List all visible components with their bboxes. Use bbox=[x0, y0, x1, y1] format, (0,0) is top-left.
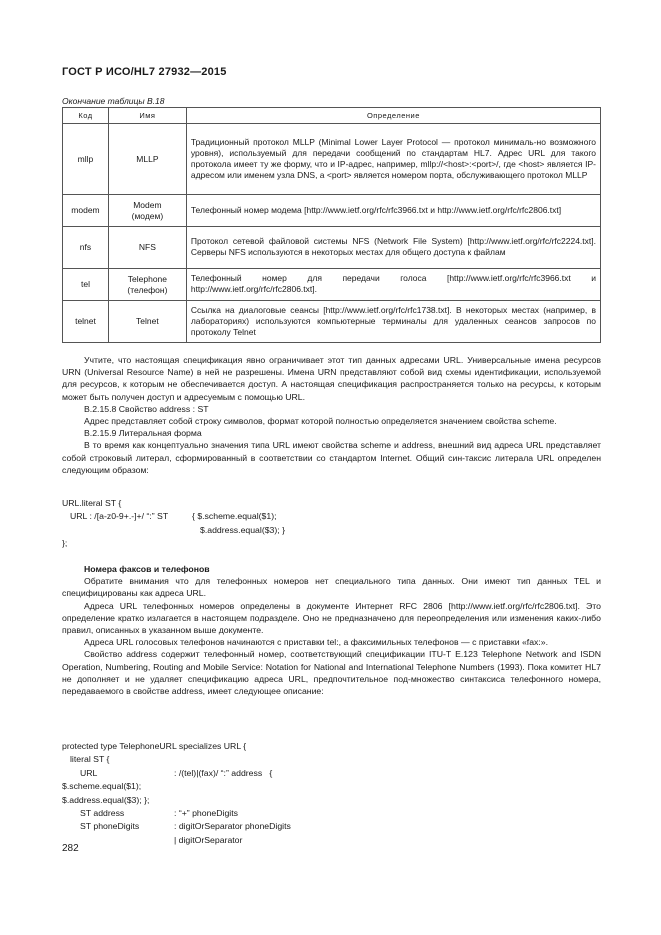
body-text-section-1 bbox=[62, 354, 601, 476]
code-line: { $.scheme.equal($1); bbox=[192, 511, 277, 522]
code-line: : digitOrSeparator phoneDigits bbox=[174, 821, 291, 832]
paragraph: Адреса URL телефонных номеров определены в документе Интернет RFC 2806 [http://www.ietf.org/rfc/rfc2806.txt]. Это определение кратко излагается в настоящем подразделе. Оно не предназначено для переопределения или изменения каких-либо правил, описанных в указанном выше документе. bbox=[62, 600, 601, 636]
code-line: ST address bbox=[80, 807, 125, 818]
row-name bbox=[108, 195, 186, 227]
table-row bbox=[63, 124, 601, 195]
row-code: nfs bbox=[63, 227, 109, 269]
code-line: $.address.equal($3); }; bbox=[62, 794, 150, 805]
body-text-section-2 bbox=[62, 563, 601, 697]
row-name-text: NFS bbox=[138, 242, 156, 252]
table-caption: Окончание таблицы В.18 bbox=[62, 96, 165, 106]
row-definition: Ссылка на диалоговые сеансы [http://www.ietf.org/rfc/rfc1738.txt]. В некоторых местах (например, в лабораториях) используются компьютерные терминалы для удаленных сеансов запросов по протоколу Telnet bbox=[186, 301, 600, 343]
code-line: ST phoneDigits bbox=[80, 821, 140, 832]
table-row bbox=[63, 227, 601, 269]
row-code: mllp bbox=[63, 124, 109, 195]
page-number: 282 bbox=[62, 843, 79, 854]
table-row bbox=[63, 269, 601, 301]
row-definition: Телефонный номер для передачи голоса [http://www.ietf.org/rfc/rfc3966.txt и http://www.ietf.org/rfc/rfc2806.txt]. bbox=[186, 269, 600, 301]
definition-table bbox=[62, 107, 601, 343]
row-name-translation: (телефон) bbox=[127, 284, 168, 295]
row-name-text: Telephone bbox=[127, 273, 168, 284]
paragraph: Учтите, что настоящая спецификация явно ограничивает этот тип данных адресами URL. Универсальные имена ресурсов URN (Universal Resource Name) в ней не разрешены. Имена URN представляют собой вид схемы идентификации, используемой для ресурсов, к которым не обеспечивается доступ. А настоящая спецификация распространяется только на ресурсы, к которым может быть получен доступ и адресуемым с помощью URL. bbox=[62, 355, 601, 402]
paragraph: Адрес представляет собой строку символов, формат которой полностью определяется значением свойства scheme. bbox=[84, 416, 557, 427]
row-name-text: Telnet bbox=[136, 316, 159, 326]
row-name-text: Modem bbox=[133, 199, 162, 210]
row-definition: Телефонный номер модема [http://www.ietf.org/rfc/rfc3966.txt и http://www.ietf.org/rfc/rfc2806.txt] bbox=[186, 195, 600, 227]
table-row bbox=[63, 195, 601, 227]
paragraph: Обратите внимания что для телефонных номеров нет специального типа данных. Они имеют тип данных TEL и специфицированы как адреса URL. bbox=[62, 576, 601, 599]
code-line: : /(tel)|(fax)/ “:” address { bbox=[174, 767, 273, 778]
row-definition: Протокол сетевой файловой системы NFS (Network File System) [http://www.ietf.org/rfc/rfc2224.txt]. Серверы NFS используются в некоторых местах для общего доступа к файлам bbox=[186, 227, 600, 269]
document-header: ГОСТ Р ИСО/HL7 27932—2015 bbox=[62, 66, 227, 78]
table-header-row bbox=[63, 108, 601, 124]
paragraph: Адреса URL голосовых телефонов начинаются с приставки tel:, а факсимильных телефонов — с приставки «fax:». bbox=[84, 637, 549, 648]
code-line: URL bbox=[80, 767, 98, 778]
code-line: URL.literal ST { bbox=[62, 498, 122, 508]
table-row bbox=[63, 301, 601, 343]
row-definition: Традиционный протокол MLLP (Minimal Lower Layer Protocol — протокол минималь-но возможного уровня), используемый для передачи сообщений по стандартам HL7. Адрес URL для такого протокола имеет ту же форму, что и IP-адрес, например, mllp://<host>:<port>/, где <host> является IP-адресом или именем узла DNS, а <port> является номером порта, обслуживающего протокол MLLP bbox=[186, 124, 600, 195]
code-line: literal ST { bbox=[70, 754, 110, 765]
code-line: protected type TelephoneURL specializes URL { bbox=[62, 741, 247, 751]
code-line: URL : /[a-z0-9+.-]+/ “:” ST bbox=[70, 511, 169, 522]
row-name bbox=[108, 269, 186, 301]
row-name-translation: (модем) bbox=[131, 210, 164, 221]
row-code: telnet bbox=[63, 301, 109, 343]
code-line: : “+” phoneDigits bbox=[174, 807, 238, 818]
code-line: $.address.equal($3); } bbox=[200, 524, 286, 535]
subsection-heading: Номера факсов и телефонов bbox=[84, 564, 210, 574]
paragraph: В то время как концептуально значения типа URL имеют свойства scheme и address, внешний вид адреса URL представляет собой строковый литерал, сформированный в соответствии со стандартом Internet. Общий син-таксис литерала URL определен следующим образом: bbox=[62, 440, 601, 475]
section-heading: В.2.15.8 Свойство address : ST bbox=[84, 403, 209, 414]
column-header-code: Код bbox=[63, 108, 109, 124]
code-line: $.scheme.equal($1); bbox=[62, 781, 142, 792]
paragraph: Свойство address содержит телефонный номер, соответствующий спецификации ITU-T E.123 Telephone Network and ISDN Operation, Numbering, Routing and Mobile Service: Notation for National and International Telephone Numbers (1993). Пока комитет HL7 не дополняет и не удаляет спецификацию адреса URL, предпочтительное под-множество синтаксиса телефонного номера, передаваемого в свойстве address, имеет следующее описание: bbox=[62, 649, 601, 697]
column-header-definition: Определение bbox=[186, 108, 600, 124]
row-code: modem bbox=[63, 195, 109, 227]
code-line: }; bbox=[62, 538, 68, 549]
code-line: | digitOrSeparator bbox=[174, 834, 243, 845]
row-code: tel bbox=[63, 269, 109, 301]
row-name bbox=[108, 124, 186, 195]
section-heading: В.2.15.9 Литеральная форма bbox=[84, 428, 202, 439]
row-name-text: MLLP bbox=[136, 153, 159, 164]
row-name bbox=[108, 301, 186, 343]
column-header-name: Имя bbox=[108, 108, 186, 124]
row-name bbox=[108, 227, 186, 269]
